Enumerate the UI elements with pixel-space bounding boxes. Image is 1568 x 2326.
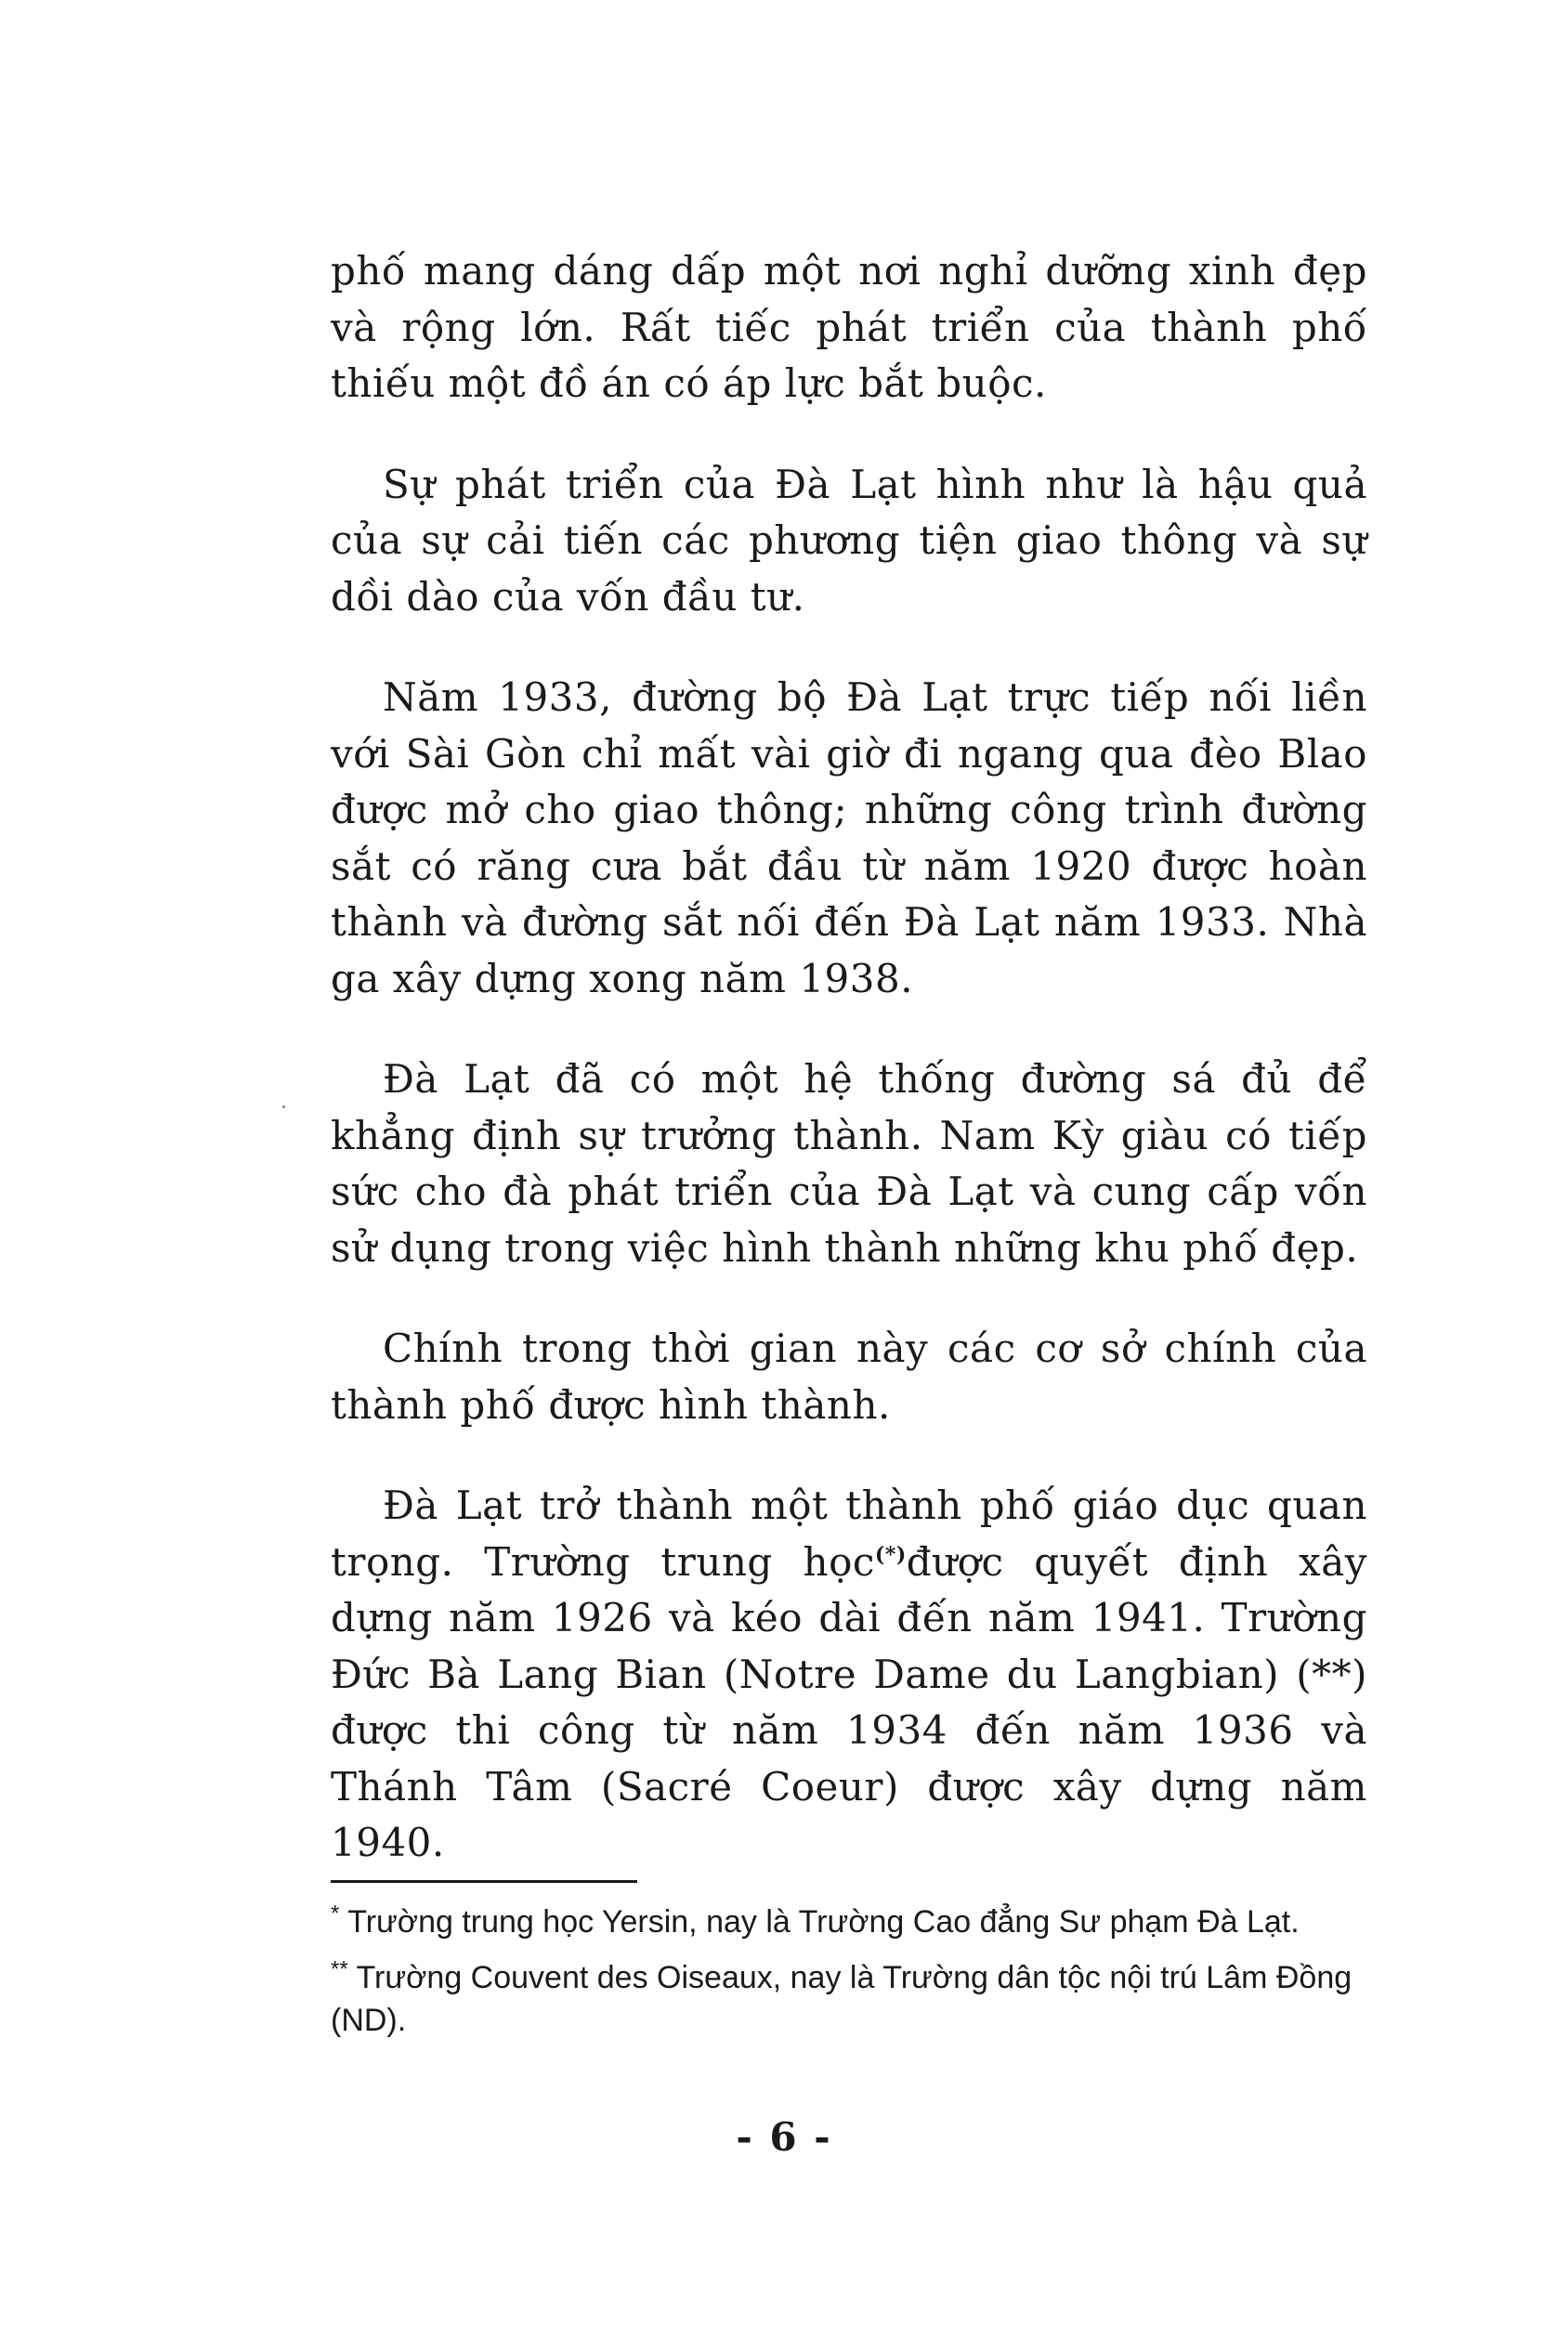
footnote-2-mark: ** xyxy=(331,1956,348,1982)
scan-speck xyxy=(282,1105,285,1108)
education-text-part2: được quyết định xây dựng năm 1926 và kéo dài đến năm 1941. Trường Đức Bà Lang Bian (Notre Dame du Langbian) (**) được thi công từ năm 1934 đến năm 1936 và Thánh Tâm (Sacré Coeur) được xây dựng năm 1940. xyxy=(331,1538,1367,1865)
footnote-1-text: Trường trung học Yersin, nay là Trường Cao đẳng Sư phạm Đà Lạt. xyxy=(347,1904,1300,1940)
paragraph-continuation: phố mang dáng dấp một nơi nghỉ dưỡng xinh đẹp và rộng lớn. Rất tiếc phát triển của thành phố thiếu một đồ án có áp lực bắt buộc. xyxy=(331,248,1367,406)
footnote-2-text: Trường Couvent des Oiseaux, nay là Trường dân tộc nội trú Lâm Đồng (ND). xyxy=(331,1960,1352,2038)
paragraph-city-foundations: Chính trong thời gian này các cơ sở chính của thành phố được hình thành. xyxy=(331,1326,1367,1428)
education-text-part1: Đà Lạt trở thành một thành phố giáo dục quan trọng. Trường trung học xyxy=(331,1483,1367,1585)
footnote-1-mark: * xyxy=(331,1901,340,1927)
footnote-reference-marker: (*) xyxy=(874,1542,907,1567)
paragraph-education xyxy=(331,1478,1367,1872)
paragraph-transport-1933: Năm 1933, đường bộ Đà Lạt trực tiếp nối liền với Sài Gòn chỉ mất vài giờ đi ngang qua đèo Blao được mở cho giao thông; những công trình đường sắt có răng cưa bắt đầu từ năm 1920 được hoàn thành và đường sắt nối đến Đà Lạt năm 1933. Nhà ga xây dựng xong năm 1938. xyxy=(331,674,1367,1001)
footnote-divider xyxy=(331,1880,637,1883)
paragraph-road-system: Đà Lạt đã có một hệ thống đường sá đủ để khẳng định sự trưởng thành. Nam Kỳ giàu có tiếp sức cho đà phát triển của Đà Lạt và cung cấp vốn sử dụng trong việc hình thành những khu phố đẹp. xyxy=(331,1056,1367,1271)
footnote-2 xyxy=(331,1956,1367,2042)
paragraph-development: Sự phát triển của Đà Lạt hình như là hậu quả của sự cải tiến các phương tiện giao thông và sự dồi dào của vốn đầu tư. xyxy=(331,461,1367,620)
footnote-1 xyxy=(331,1901,1367,1943)
footnotes xyxy=(331,1901,1367,2055)
main-text xyxy=(331,243,1367,1916)
page-number: - 6 - xyxy=(736,2114,832,2160)
